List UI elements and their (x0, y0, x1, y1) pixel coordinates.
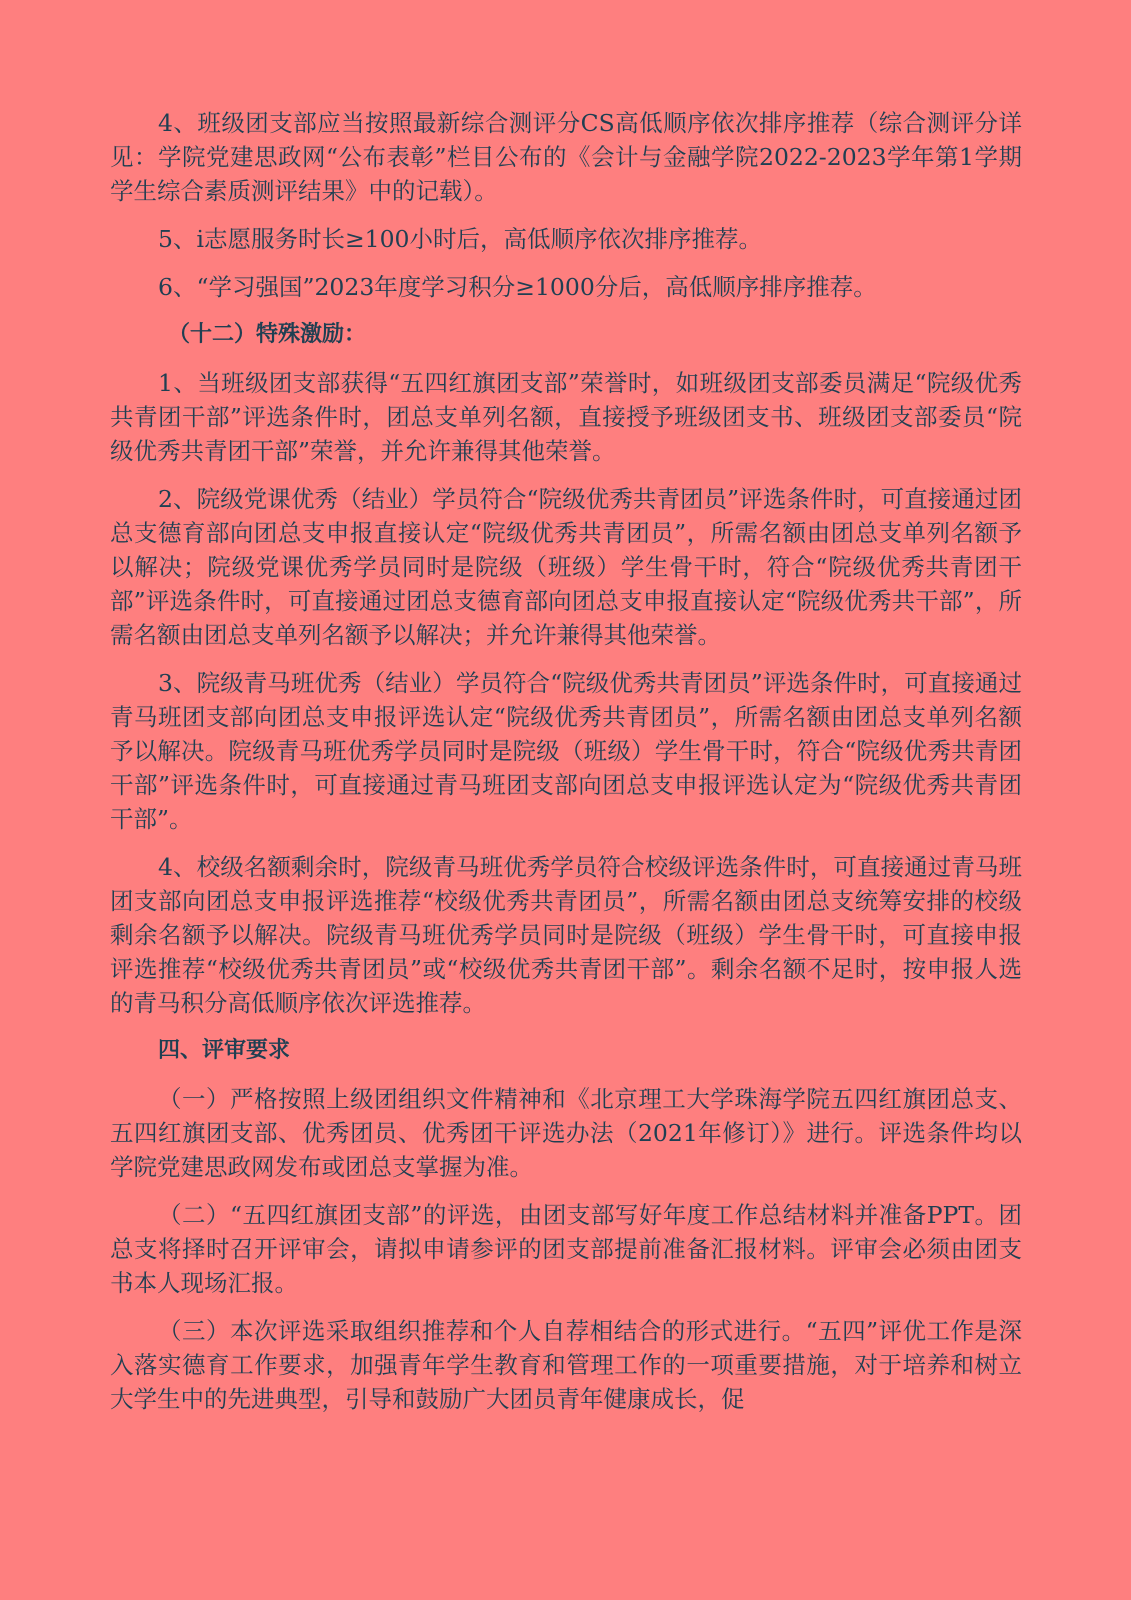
paragraph-incentive-1: 1、当班级团支部获得“五四红旗团支部”荣誉时，如班级团支部委员满足“院级优秀共青团干部”评选条件时，团总支单列名额，直接授予班级团支书、班级团支部委员“院级优秀共青团干部”荣誉，并允许兼得其他荣誉。 (110, 369, 1022, 465)
document-page (110, 106, 1022, 1430)
section-heading-review-requirements: 四、评审要求 (158, 1038, 291, 1063)
paragraph-incentive-2: 2、院级党课优秀（结业）学员符合“院级优秀共青团员”评选条件时，可直接通过团总支德育部向团总支申报直接认定“院级优秀共青团员”，所需名额由团总支单列名额予以解决；院级党课优秀学员同时是院级（班级）学生骨干时，符合“院级优秀共青团干部”评选条件时，可直接通过团总支德育部向团总支申报直接认定“院级优秀共干部”，所需名额由团总支单列名额予以解决；并允许兼得其他荣誉。 (110, 485, 1022, 649)
paragraph-incentive-4: 4、校级名额剩余时，院级青马班优秀学员符合校级评选条件时，可直接通过青马班团支部向团总支申报评选推荐“校级优秀共青团员”，所需名额由团总支统筹安排的校级剩余名额予以解决。院级青马班优秀学员同时是院级（班级）学生骨干时，可直接申报评选推荐“校级优秀共青团员”或“校级优秀共青团干部”。剩余名额不足时，按申报人选的青马积分高低顺序依次评选推荐。 (110, 853, 1022, 1017)
paragraph-requirement-3: （三）本次评选采取组织推荐和个人自荐相结合的形式进行。“五四”评优工作是深入落实德育工作要求，加强青年学生教育和管理工作的一项重要措施，对于培养和树立大学生中的先进典型，引导和鼓励广大团员青年健康成长，促 (110, 1317, 1022, 1413)
paragraph-item-4-ranking: 4、班级团支部应当按照最新综合测评分CS高低顺序依次排序推荐（综合测评分详见：学院党建思政网“公布表彰”栏目公布的《会计与金融学院2022-2023学年第1学期学生综合素质测评结果》中的记载）。 (110, 109, 1022, 205)
paragraph-item-6-study-points: 6、“学习强国”2023年度学习积分≥1000分后，高低顺序排序推荐。 (158, 273, 877, 301)
paragraph-requirement-2: （二）“五四红旗团支部”的评选，由团支部写好年度工作总结材料并准备PPT。团总支将择时召开评审会，请拟申请参评的团支部提前准备汇报材料。评审会必须由团支书本人现场汇报。 (110, 1201, 1022, 1297)
paragraph-item-5-volunteer-hours: 5、i志愿服务时长≥100小时后，高低顺序依次排序推荐。 (158, 225, 763, 253)
paragraph-incentive-3: 3、院级青马班优秀（结业）学员符合“院级优秀共青团员”评选条件时，可直接通过青马班团支部向团总支申报评选认定“院级优秀共青团员”，所需名额由团总支单列名额予以解决。院级青马班优秀学员同时是院级（班级）学生骨干时，符合“院级优秀共青团干部”评选条件时，可直接通过青马班团支部向团总支申报评选认定为“院级优秀共青团干部”。 (110, 669, 1022, 833)
subheading-special-incentives: （十二）特殊激励： (168, 322, 367, 347)
paragraph-requirement-1: （一）严格按照上级团组织文件精神和《北京理工大学珠海学院五四红旗团总支、五四红旗团支部、优秀团员、优秀团干评选办法（2021年修订）》进行。评选条件均以学院党建思政网发布或团总支掌握为准。 (110, 1085, 1022, 1181)
